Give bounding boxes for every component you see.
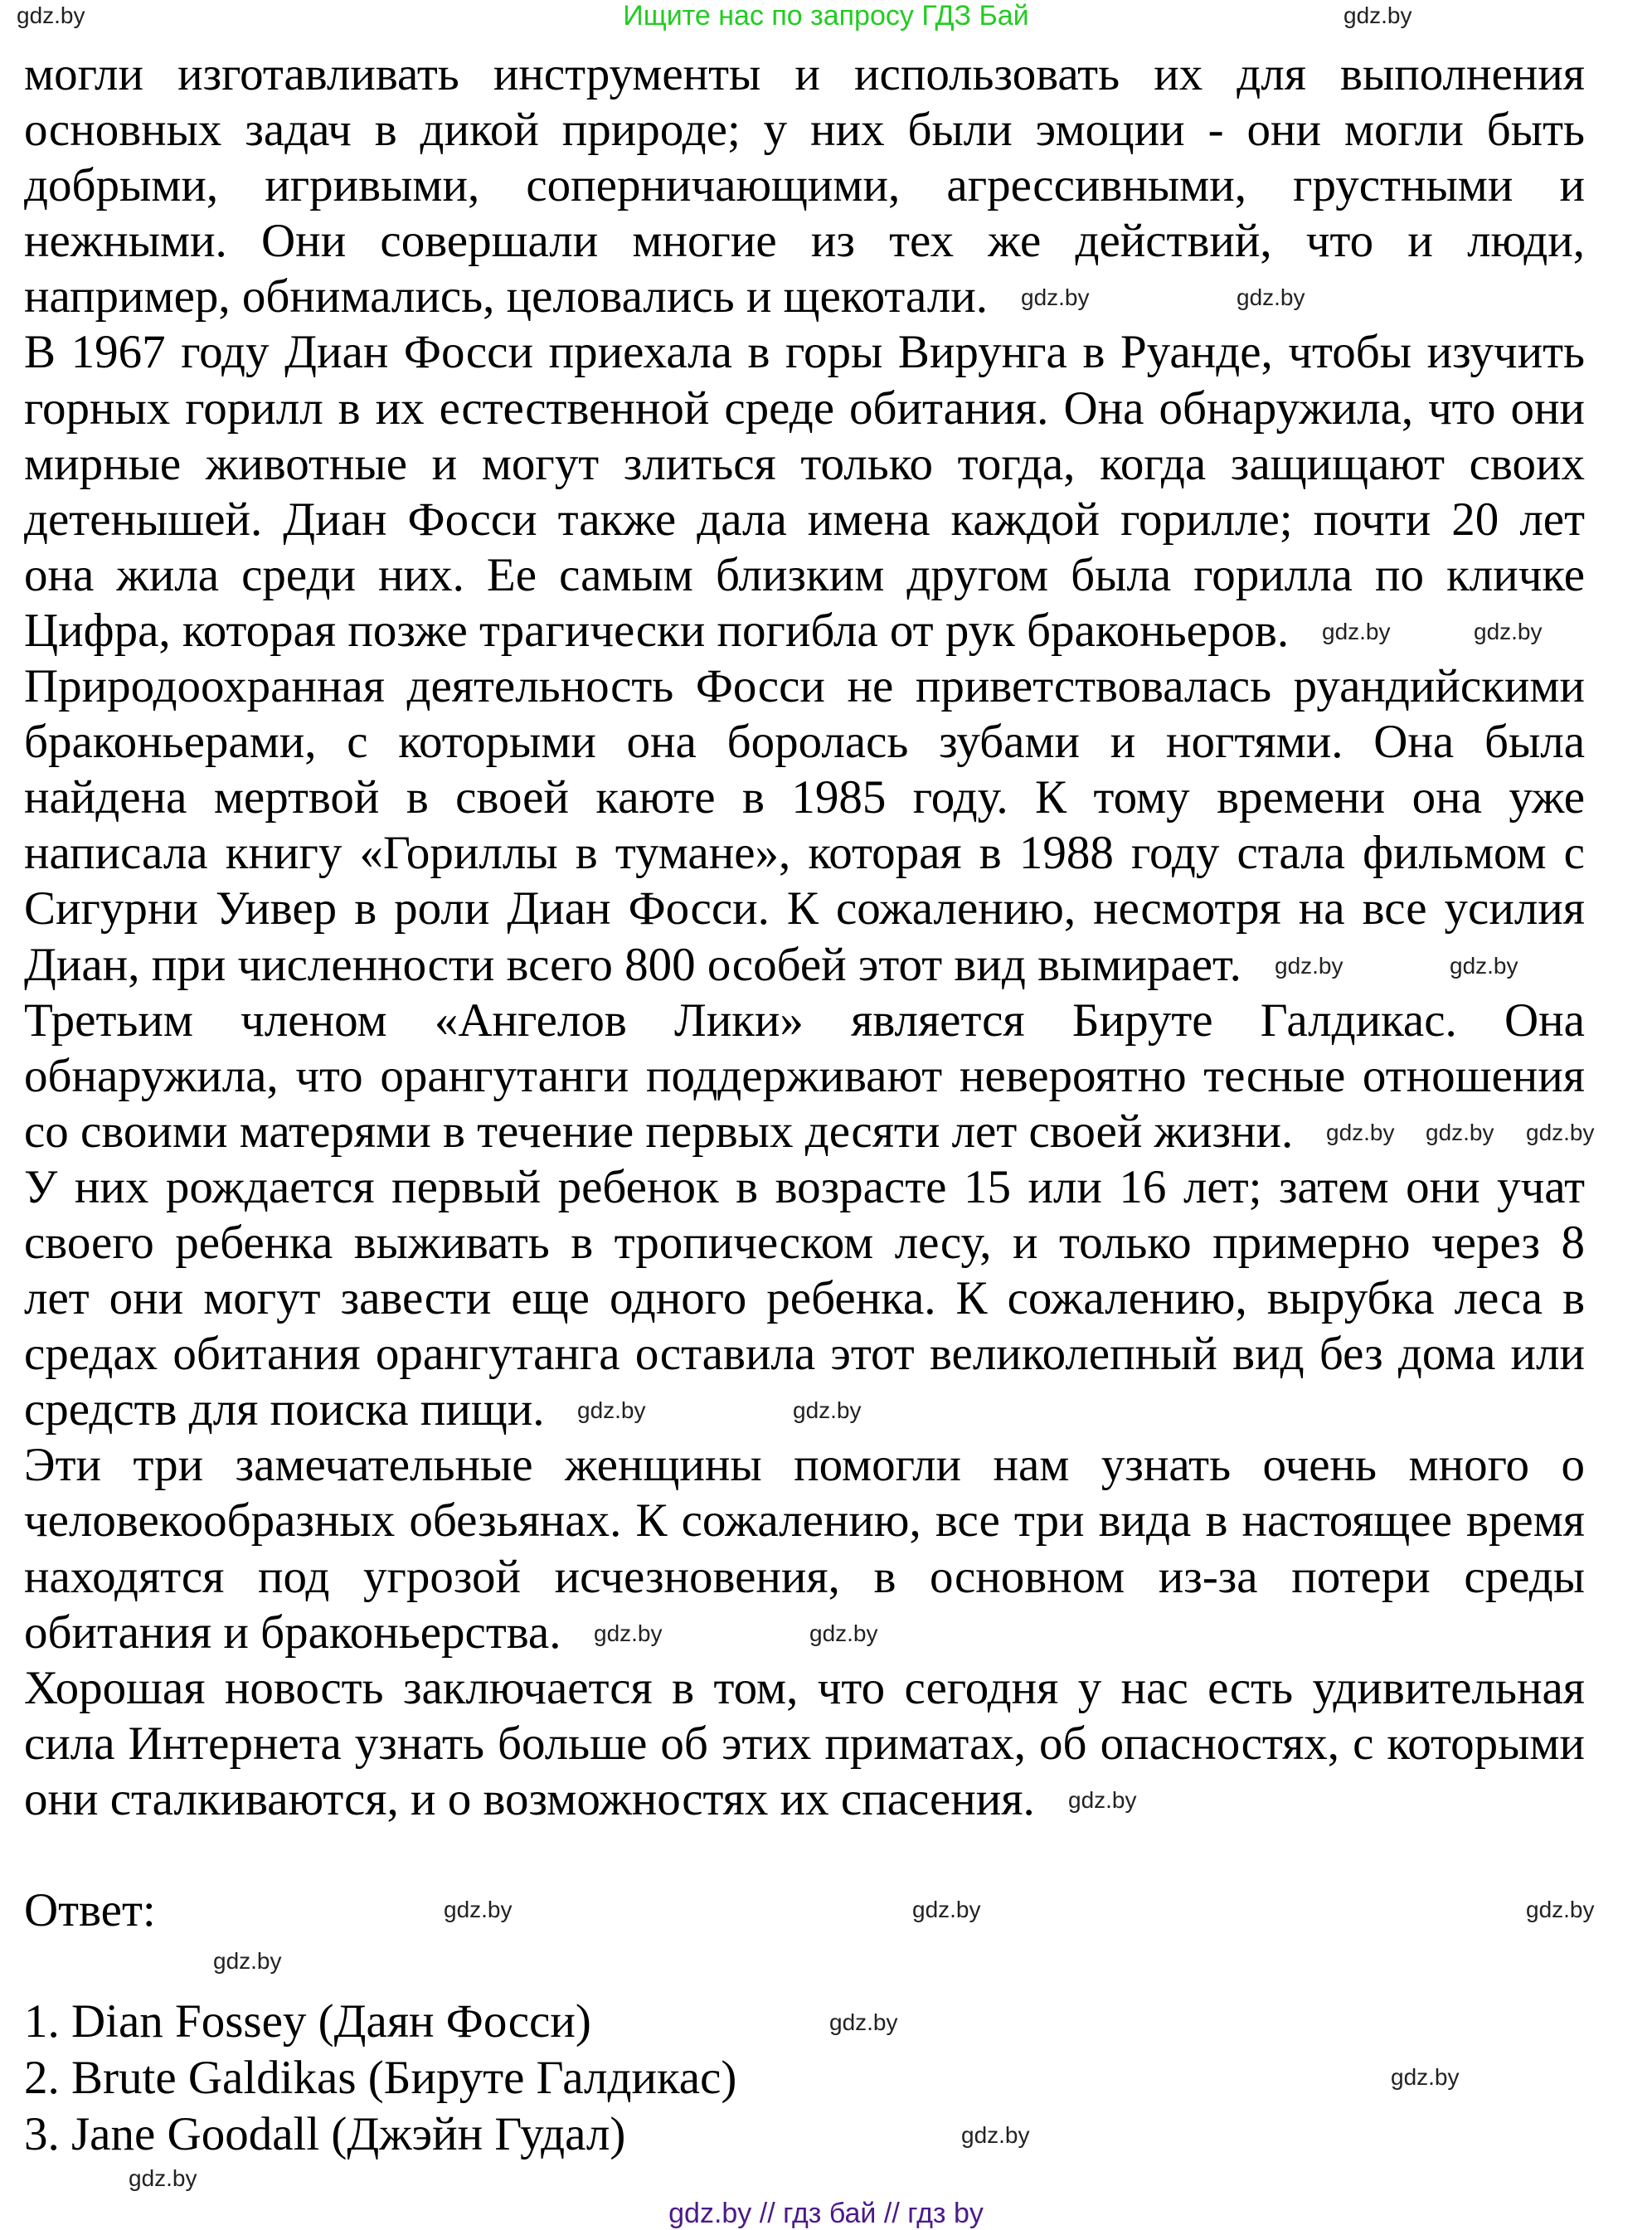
text-line — [24, 1549, 1585, 1605]
text-line — [24, 1771, 1585, 1827]
text-line — [24, 269, 1585, 324]
watermark: gdz.by — [1322, 619, 1391, 644]
text-line — [24, 1605, 1585, 1660]
watermark: gdz.by — [1474, 619, 1543, 644]
text-line — [24, 714, 1585, 770]
watermark: gdz.by — [129, 2165, 197, 2191]
text-line-content: нежными. Они совершали многие из тех же действий, что и люди, — [24, 215, 1585, 268]
text-line-content: сила Интернета узнать больше об этих приматах, об опасностях, с которыми — [24, 1717, 1585, 1770]
text-line-content: Сигурни Уивер в роли Диан Фосси. К сожалению, несмотря на все усилия — [24, 882, 1585, 935]
text-line-content: детенышей. Диан Фосси также дала имена каждой горилле; почти 20 лет — [24, 493, 1585, 546]
text-line-content: В 1967 году Диан Фосси приехала в горы Вирунга в Руанде, чтобы изучить — [24, 326, 1585, 379]
text-line-content: человекообразных обезьянах. К сожалению, все три вида в настоящее время — [24, 1494, 1585, 1547]
text-line-content: Диан, при численности всего 800 особей этот вид вымирает. — [24, 938, 1241, 991]
text-line — [24, 881, 1585, 936]
watermark: gdz.by — [912, 1897, 981, 1922]
text-line-content: Третьим членом «Ангелов Лики» является Бируте Галдикас. Она — [24, 994, 1585, 1047]
watermark: gdz.by — [1450, 953, 1518, 979]
text-line — [24, 1270, 1585, 1326]
text-line — [24, 1437, 1585, 1493]
watermark: gdz.by — [961, 2122, 1030, 2148]
body-text — [24, 46, 1585, 1827]
text-line-content: они сталкиваются, и о возможностях их спасения. — [24, 1772, 1035, 1825]
text-line — [24, 1326, 1585, 1382]
text-line-content: своего ребенка выживать в тропическом лесу, и только примерно через 8 — [24, 1216, 1585, 1269]
text-line-content: добрыми, игривыми, соперничающими, агрессивными, грустными и — [24, 159, 1585, 212]
watermark: gdz.by — [1021, 284, 1090, 310]
watermark: gdz.by — [829, 2009, 898, 2035]
text-line-content: написала книгу «Гориллы в тумане», которая в 1988 году стала фильмом с — [24, 827, 1585, 880]
watermark: gdz.by — [1326, 1120, 1395, 1145]
text-line-content: находятся под угрозой исчезновения, в основном из-за потери среды — [24, 1550, 1585, 1603]
text-line-content: средств для поиска пищи. — [24, 1383, 545, 1436]
text-line — [24, 547, 1585, 603]
text-line-content: браконьерами, с которыми она боролась зубами и ногтями. Она была — [24, 716, 1585, 769]
watermark: gdz.by — [1391, 2064, 1460, 2090]
text-line — [24, 993, 1585, 1048]
watermark: gdz.by — [1068, 1787, 1137, 1813]
text-line-content: лет они могут завести еще одного ребенка. К сожалению, вырубка леса в — [24, 1272, 1585, 1325]
watermark: gdz.by — [1275, 953, 1343, 979]
search-hint-text[interactable]: Ищите нас по запросу ГДЗ Бай — [623, 0, 1029, 32]
text-line — [24, 1215, 1585, 1270]
watermark: gdz.by — [594, 1620, 663, 1646]
text-line — [24, 102, 1585, 158]
text-line-content: со своими матерями в течение первых десяти лет своей жизни. — [24, 1105, 1294, 1158]
text-line — [24, 492, 1585, 547]
footer-links[interactable]: gdz.by // гдз бай // гдз by — [668, 2198, 984, 2229]
text-line — [24, 158, 1585, 213]
text-line — [24, 1159, 1585, 1215]
watermark: gdz.by — [1237, 284, 1305, 310]
text-line — [24, 46, 1585, 102]
text-line — [24, 770, 1585, 825]
answer-item: 3. Jane Goodall (Джэйн Гудал) — [24, 2108, 626, 2160]
watermark: gdz.by — [577, 1397, 646, 1423]
answer-label: Ответ: — [24, 1884, 156, 1936]
text-line-content: У них рождается первый ребенок в возрасте 15 или 16 лет; затем они учат — [24, 1160, 1585, 1213]
answer-item: 2. Brute Galdikas (Бируте Галдикас) — [24, 2052, 737, 2104]
text-line-content: Хорошая новость заключается в том, что сегодня у нас есть удивительная — [24, 1661, 1585, 1714]
text-line-content: горных горилл в их естественной среде обитания. Она обнаружила, что они — [24, 381, 1585, 435]
watermark: gdz.by — [809, 1620, 878, 1646]
text-line — [24, 381, 1585, 436]
text-line — [24, 1660, 1585, 1716]
text-line-content: Эти три замечательные женщины помогли нам узнать очень много о — [24, 1439, 1585, 1492]
text-line-content: мирные животные и могут злиться только тогда, когда защищают своих — [24, 437, 1585, 490]
text-line — [24, 1716, 1585, 1771]
text-line-content: средах обитания орангутанга оставила этот великолепный вид без дома или — [24, 1328, 1585, 1381]
text-line-content: могли изготавливать инструменты и использовать их для выполнения — [24, 48, 1585, 100]
watermark: gdz.by — [1426, 1120, 1494, 1145]
text-line-content: она жила среди них. Ее самым близким другом была горилла по кличке — [24, 548, 1585, 601]
watermark: gdz.by — [1526, 1897, 1595, 1922]
text-line — [24, 213, 1585, 269]
watermark: gdz.by — [1526, 1120, 1595, 1145]
watermark: gdz.by — [17, 2, 85, 28]
text-line — [24, 1493, 1585, 1548]
watermark: gdz.by — [1343, 2, 1412, 28]
text-line-content: обитания и браконьерства. — [24, 1606, 561, 1659]
text-line — [24, 436, 1585, 492]
watermark: gdz.by — [444, 1897, 513, 1922]
text-line-content: найдена мертвой в своей каюте в 1985 году. К тому времени она уже — [24, 771, 1585, 824]
text-line-content: основных задач в дикой природе; у них были эмоции - они могли быть — [24, 104, 1585, 157]
text-line-content: обнаружила, что орангутанги поддерживают невероятно тесные отношения — [24, 1049, 1585, 1102]
watermark: gdz.by — [213, 1948, 282, 1974]
text-line — [24, 937, 1585, 993]
answer-item: 1. Dian Fossey (Даян Фосси) — [24, 1995, 591, 2048]
text-line — [24, 324, 1585, 380]
text-line — [24, 1048, 1585, 1104]
text-line-content: Природоохранная деятельность Фосси не приветствовалась руандийскими — [24, 660, 1585, 713]
text-line-content: например, обнимались, целовались и щекотали. — [24, 270, 988, 323]
watermark: gdz.by — [793, 1397, 862, 1423]
text-line-content: Цифра, которая позже трагически погибла от рук браконьеров. — [24, 604, 1290, 657]
text-line — [24, 658, 1585, 714]
text-line — [24, 825, 1585, 881]
